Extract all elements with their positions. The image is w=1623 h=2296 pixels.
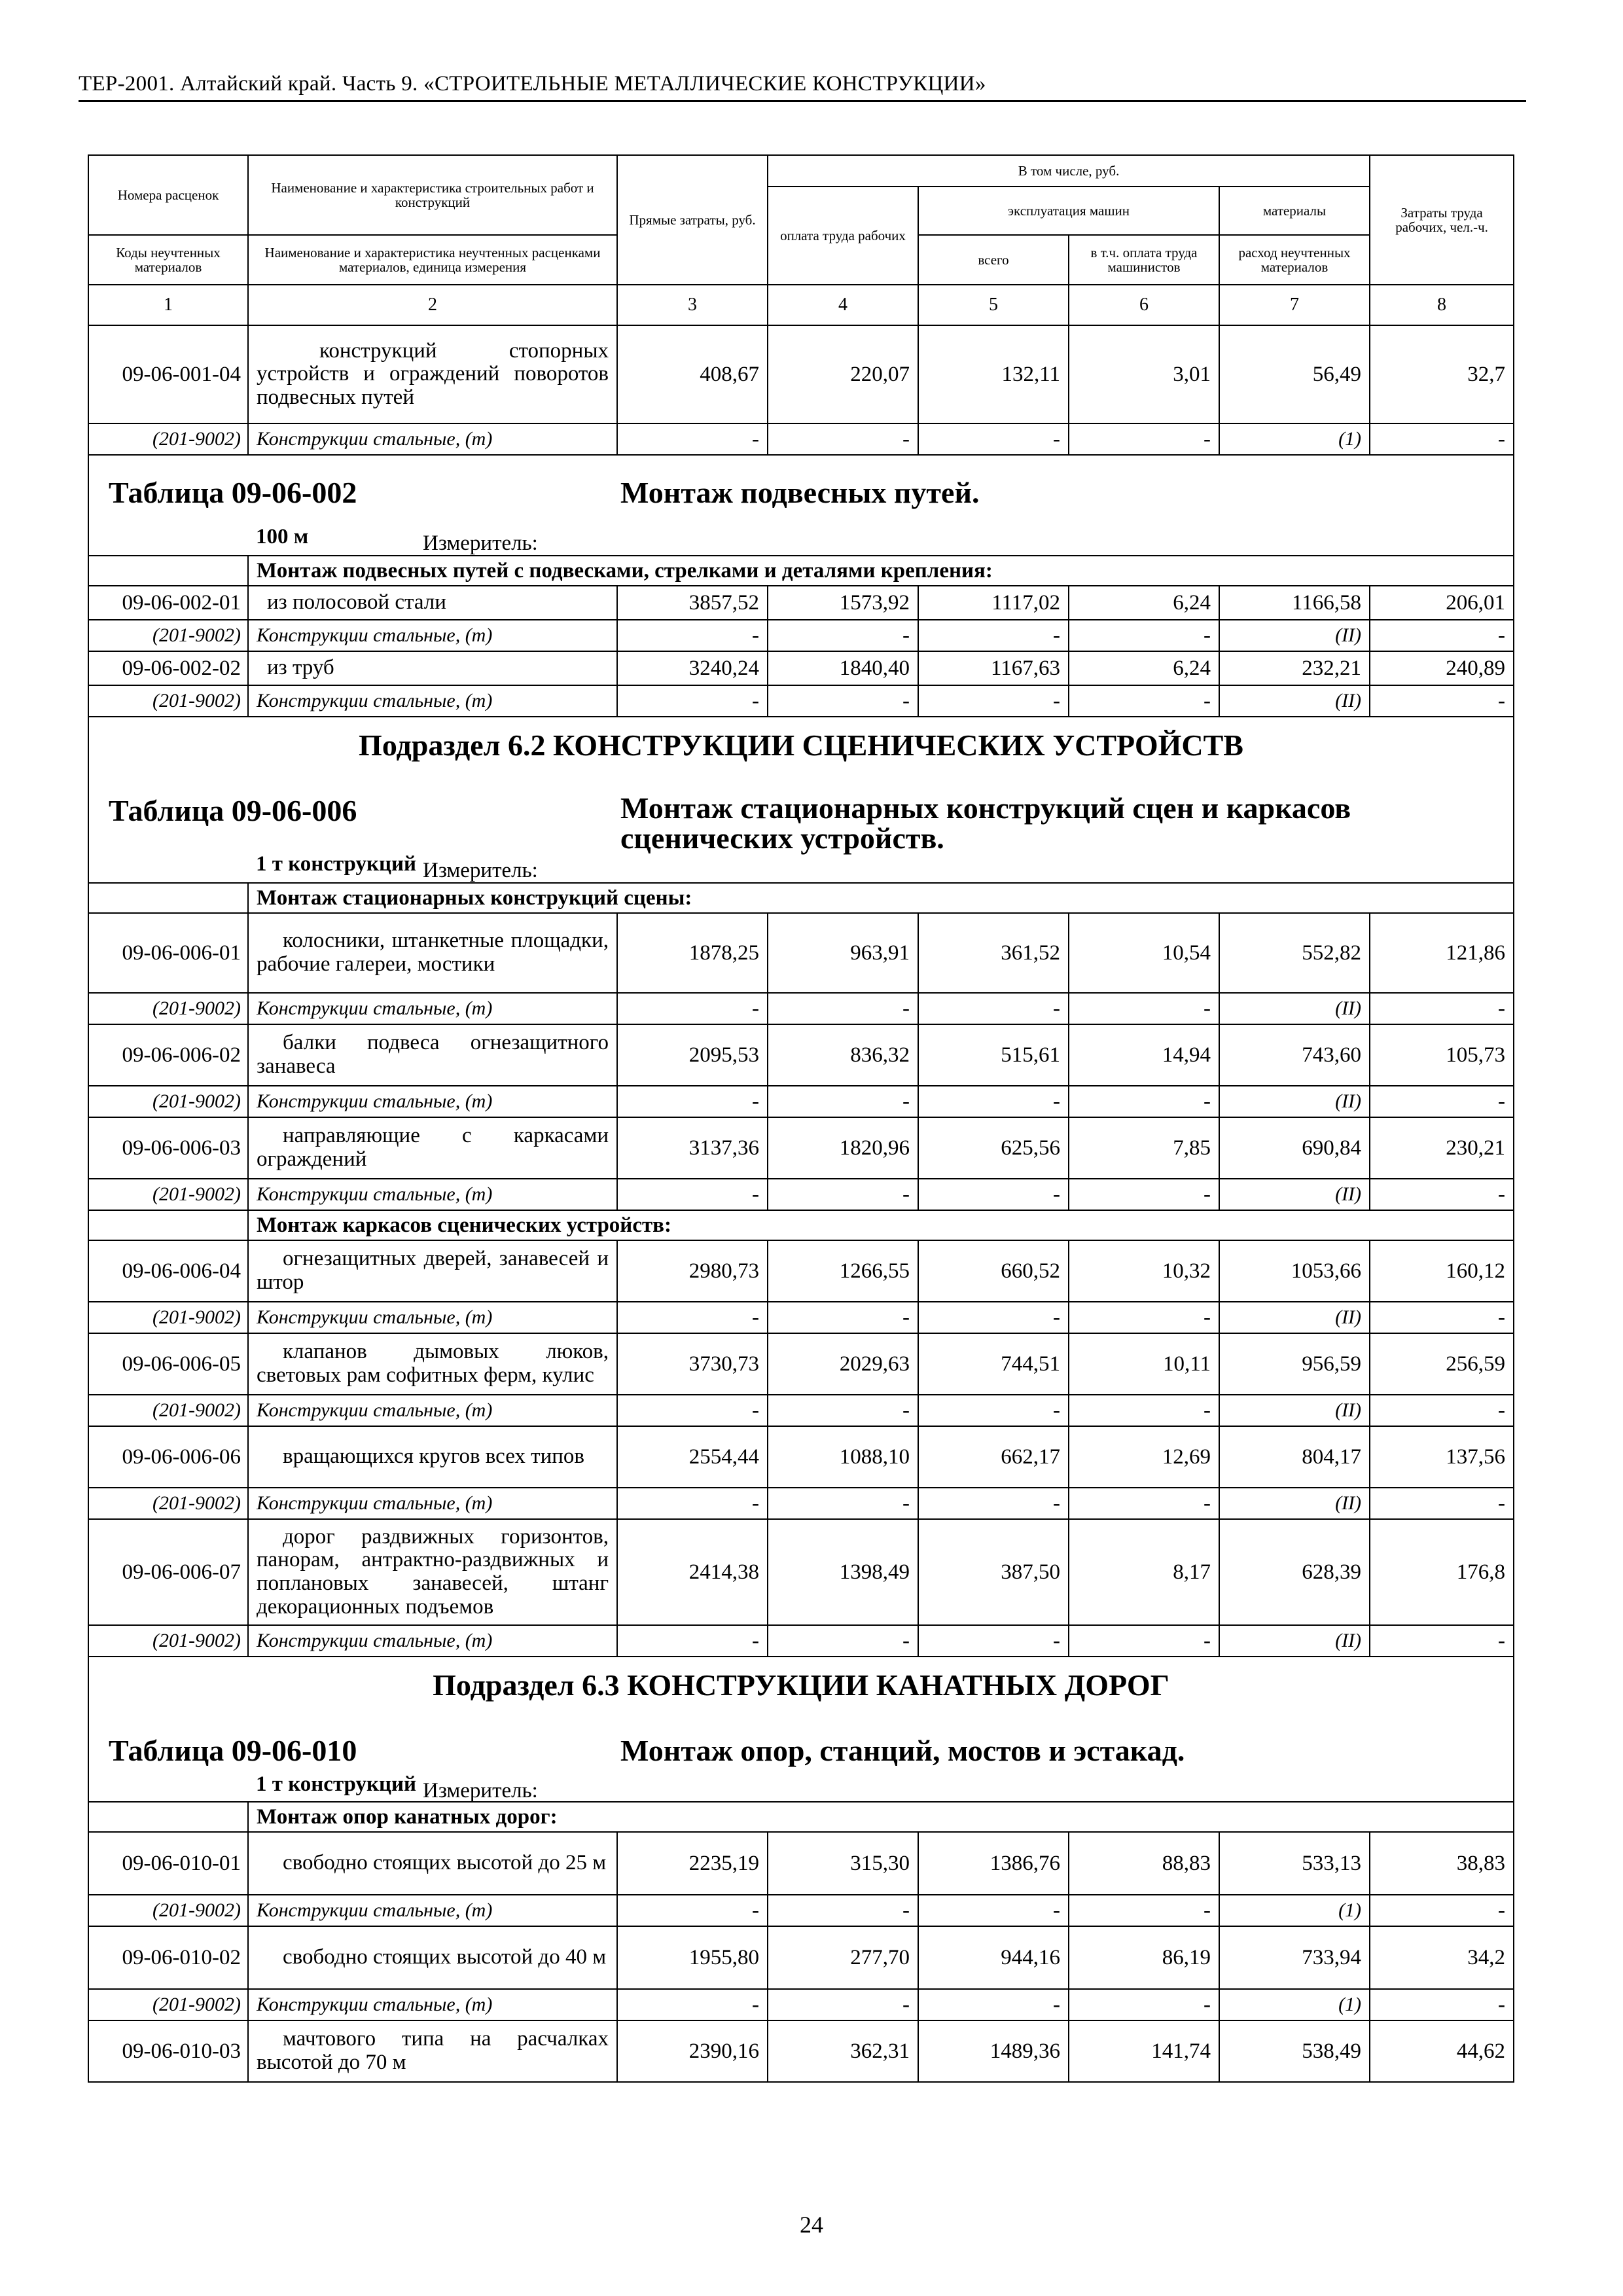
group-heading-row bbox=[88, 1802, 1514, 1832]
rate-code: 09-06-010-03 bbox=[88, 2020, 248, 2082]
labor-hours: - bbox=[1370, 1395, 1514, 1426]
rate-row bbox=[88, 913, 1514, 993]
labor-hours: 105,73 bbox=[1370, 1024, 1514, 1086]
labor-hours: - bbox=[1370, 1302, 1514, 1333]
table-name-line: Монтаж стационарных конструкций сцен и каркасов bbox=[620, 791, 1351, 825]
rate-row bbox=[88, 1240, 1514, 1302]
col-material-name: Наименование и характеристика неучтенных расценками материалов, единица измерения bbox=[248, 235, 617, 285]
labor-hours: 230,21 bbox=[1370, 1117, 1514, 1179]
col-number: 2 bbox=[248, 285, 617, 325]
machines-total: 625,56 bbox=[918, 1117, 1069, 1179]
rate-description: направляющие с каркасами ограждений bbox=[248, 1117, 617, 1179]
machines-total: - bbox=[918, 1302, 1069, 1333]
group-heading-row bbox=[88, 883, 1514, 913]
material-name: Конструкции стальные, (т) bbox=[248, 1989, 617, 2020]
rate-code: 09-06-001-04 bbox=[88, 325, 248, 423]
rate-code: 09-06-010-02 bbox=[88, 1926, 248, 1989]
machinist-pay: - bbox=[1069, 1179, 1219, 1210]
materials: 628,39 bbox=[1219, 1519, 1370, 1625]
table-name: Монтаж опор, станций, мостов и эстакад. bbox=[620, 1734, 1185, 1767]
material-row bbox=[88, 1395, 1514, 1426]
labor-hours: - bbox=[1370, 423, 1514, 455]
page-header: ТЕР-2001. Алтайский край. Часть 9. «СТРОИТЕЛЬНЫЕ МЕТАЛЛИЧЕСКИЕ КОНСТРУКЦИИ» bbox=[79, 72, 1526, 102]
rate-row bbox=[88, 1832, 1514, 1895]
labor-hours: 206,01 bbox=[1370, 586, 1514, 620]
material-quantity: (II) bbox=[1219, 1395, 1370, 1426]
machines-total: 132,11 bbox=[918, 325, 1069, 423]
labor-pay: - bbox=[768, 1086, 918, 1117]
table-title bbox=[89, 456, 1513, 518]
table-meter bbox=[89, 846, 1513, 882]
meter-value: 100 м bbox=[256, 525, 309, 548]
table-name: Монтаж подвесных путей. bbox=[620, 476, 980, 509]
machines-total: 1386,76 bbox=[918, 1832, 1069, 1895]
material-name: Конструкции стальные, (т) bbox=[248, 1302, 617, 1333]
labor-pay: - bbox=[768, 1179, 918, 1210]
meter-value: 1 т конструкций bbox=[256, 1772, 417, 1796]
material-code: (201-9002) bbox=[88, 1989, 248, 2020]
materials: 743,60 bbox=[1219, 1024, 1370, 1086]
col-incl-machinist-pay: в т.ч. оплата труда машинистов bbox=[1069, 235, 1219, 285]
group-heading: Монтаж опор канатных дорог: bbox=[248, 1802, 1514, 1832]
material-quantity: (II) bbox=[1219, 993, 1370, 1024]
machinist-pay: 86,19 bbox=[1069, 1926, 1219, 1989]
labor-pay: - bbox=[768, 993, 918, 1024]
material-code: (201-9002) bbox=[88, 423, 248, 455]
labor-pay: 2029,63 bbox=[768, 1333, 918, 1395]
labor-hours: - bbox=[1370, 620, 1514, 651]
direct-costs: 1955,80 bbox=[617, 1926, 768, 1989]
material-name: Конструкции стальные, (т) bbox=[248, 1895, 617, 1926]
table-name-line: сценических устройств. bbox=[620, 821, 944, 855]
material-row bbox=[88, 993, 1514, 1024]
labor-pay: - bbox=[768, 620, 918, 651]
material-row bbox=[88, 685, 1514, 717]
material-code: (201-9002) bbox=[88, 620, 248, 651]
machines-total: - bbox=[918, 1625, 1069, 1657]
machines-total: - bbox=[918, 993, 1069, 1024]
table-name bbox=[620, 793, 1351, 853]
materials: 690,84 bbox=[1219, 1117, 1370, 1179]
machines-total: 1167,63 bbox=[918, 651, 1069, 685]
labor-pay: 963,91 bbox=[768, 913, 918, 993]
machines-total: 662,17 bbox=[918, 1426, 1069, 1488]
machinist-pay: 7,85 bbox=[1069, 1117, 1219, 1179]
labor-pay: 362,31 bbox=[768, 2020, 918, 2082]
material-quantity: (II) bbox=[1219, 620, 1370, 651]
machinist-pay: 14,94 bbox=[1069, 1024, 1219, 1086]
machinist-pay: - bbox=[1069, 1395, 1219, 1426]
labor-pay: - bbox=[768, 423, 918, 455]
labor-hours: - bbox=[1370, 685, 1514, 717]
material-quantity: (1) bbox=[1219, 423, 1370, 455]
material-row bbox=[88, 620, 1514, 651]
direct-costs: - bbox=[617, 1395, 768, 1426]
rate-code: 09-06-006-01 bbox=[88, 913, 248, 993]
material-quantity: (1) bbox=[1219, 1989, 1370, 2020]
machinist-pay: 3,01 bbox=[1069, 325, 1219, 423]
machinist-pay: 6,24 bbox=[1069, 651, 1219, 685]
material-row bbox=[88, 1895, 1514, 1926]
group-heading: Монтаж каркасов сценических устройств: bbox=[248, 1210, 1514, 1240]
material-row bbox=[88, 1086, 1514, 1117]
material-name: Конструкции стальные, (т) bbox=[248, 620, 617, 651]
machines-total: - bbox=[918, 423, 1069, 455]
labor-pay: - bbox=[768, 1895, 918, 1926]
machines-total: 515,61 bbox=[918, 1024, 1069, 1086]
rate-description: из труб bbox=[248, 651, 617, 685]
meter-value: 1 т конструкций bbox=[256, 852, 417, 876]
machinist-pay: 88,83 bbox=[1069, 1832, 1219, 1895]
machines-total: - bbox=[918, 620, 1069, 651]
labor-pay: 220,07 bbox=[768, 325, 918, 423]
machines-total: - bbox=[918, 1179, 1069, 1210]
material-row bbox=[88, 423, 1514, 455]
material-row bbox=[88, 1302, 1514, 1333]
direct-costs: - bbox=[617, 685, 768, 717]
rate-description: вращающихся кругов всех типов bbox=[248, 1426, 617, 1488]
group-heading: Монтаж стационарных конструкций сцены: bbox=[248, 883, 1514, 913]
materials: 733,94 bbox=[1219, 1926, 1370, 1989]
col-material-codes: Коды неучтенных материалов bbox=[88, 235, 248, 285]
labor-hours: - bbox=[1370, 1179, 1514, 1210]
labor-pay: 1088,10 bbox=[768, 1426, 918, 1488]
rate-code: 09-06-010-01 bbox=[88, 1832, 248, 1895]
rate-description: клапанов дымовых люков, световых рам софитных ферм, кулис bbox=[248, 1333, 617, 1395]
machinist-pay: 10,32 bbox=[1069, 1240, 1219, 1302]
labor-pay: 1840,40 bbox=[768, 651, 918, 685]
column-numbers-row bbox=[88, 285, 1514, 325]
direct-costs: 2390,16 bbox=[617, 2020, 768, 2082]
material-name: Конструкции стальные, (т) bbox=[248, 685, 617, 717]
machines-total: 1117,02 bbox=[918, 586, 1069, 620]
material-name: Конструкции стальные, (т) bbox=[248, 423, 617, 455]
rate-code: 09-06-006-07 bbox=[88, 1519, 248, 1625]
col-number: 6 bbox=[1069, 285, 1219, 325]
material-code: (201-9002) bbox=[88, 1179, 248, 1210]
rate-row bbox=[88, 651, 1514, 685]
direct-costs: 3137,36 bbox=[617, 1117, 768, 1179]
table-meter bbox=[89, 1770, 1513, 1801]
machines-total: - bbox=[918, 685, 1069, 717]
direct-costs: 2235,19 bbox=[617, 1832, 768, 1895]
materials: 533,13 bbox=[1219, 1832, 1370, 1895]
rate-row bbox=[88, 586, 1514, 620]
direct-costs: 2414,38 bbox=[617, 1519, 768, 1625]
machinist-pay: - bbox=[1069, 423, 1219, 455]
meter-label: Измеритель: bbox=[423, 531, 538, 555]
direct-costs: 2095,53 bbox=[617, 1024, 768, 1086]
col-total: всего bbox=[918, 235, 1069, 285]
col-number: 3 bbox=[617, 285, 768, 325]
table-meter bbox=[89, 518, 1513, 555]
machinist-pay: - bbox=[1069, 685, 1219, 717]
direct-costs: - bbox=[617, 1625, 768, 1657]
labor-pay: 1266,55 bbox=[768, 1240, 918, 1302]
col-number: 4 bbox=[768, 285, 918, 325]
machines-total: 944,16 bbox=[918, 1926, 1069, 1989]
material-code: (201-9002) bbox=[88, 1302, 248, 1333]
rate-description: из полосовой стали bbox=[248, 586, 617, 620]
rate-code: 09-06-006-06 bbox=[88, 1426, 248, 1488]
table-title bbox=[89, 1713, 1513, 1770]
labor-hours: 44,62 bbox=[1370, 2020, 1514, 2082]
rate-code: 09-06-002-02 bbox=[88, 651, 248, 685]
meter-label: Измеритель: bbox=[423, 1779, 538, 1803]
material-code: (201-9002) bbox=[88, 1395, 248, 1426]
labor-pay: 1820,96 bbox=[768, 1117, 918, 1179]
material-quantity: (II) bbox=[1219, 1179, 1370, 1210]
col-machine-ops: эксплуатация машин bbox=[918, 187, 1219, 235]
machinist-pay: 10,54 bbox=[1069, 913, 1219, 993]
subsection-title: Подраздел 6.3 КОНСТРУКЦИИ КАНАТНЫХ ДОРОГ bbox=[433, 1668, 1169, 1702]
col-materials: материалы bbox=[1219, 187, 1370, 235]
meter-label: Измеритель: bbox=[423, 859, 538, 882]
labor-hours: 137,56 bbox=[1370, 1426, 1514, 1488]
materials: 804,17 bbox=[1219, 1426, 1370, 1488]
material-name: Конструкции стальные, (т) bbox=[248, 1395, 617, 1426]
material-quantity: (II) bbox=[1219, 1488, 1370, 1519]
labor-pay: - bbox=[768, 1989, 918, 2020]
page-number: 24 bbox=[800, 2212, 823, 2238]
labor-pay: - bbox=[768, 1395, 918, 1426]
labor-pay: 1573,92 bbox=[768, 586, 918, 620]
material-quantity: (II) bbox=[1219, 1302, 1370, 1333]
material-row bbox=[88, 1488, 1514, 1519]
col-including: В том числе, руб. bbox=[768, 155, 1370, 187]
rate-code: 09-06-006-04 bbox=[88, 1240, 248, 1302]
material-quantity: (II) bbox=[1219, 1086, 1370, 1117]
rate-row bbox=[88, 1519, 1514, 1625]
col-unaccounted-materials: расход неучтенных материалов bbox=[1219, 235, 1370, 285]
direct-costs: - bbox=[617, 423, 768, 455]
labor-hours: 160,12 bbox=[1370, 1240, 1514, 1302]
rate-code: 09-06-006-05 bbox=[88, 1333, 248, 1395]
material-row bbox=[88, 1179, 1514, 1210]
machinist-pay: - bbox=[1069, 1989, 1219, 2020]
group-heading: Монтаж подвесных путей с подвесками, стрелками и деталями крепления: bbox=[248, 556, 1514, 586]
materials: 956,59 bbox=[1219, 1333, 1370, 1395]
rates-table bbox=[88, 154, 1514, 2083]
material-name: Конструкции стальные, (т) bbox=[248, 1488, 617, 1519]
material-code: (201-9002) bbox=[88, 1625, 248, 1657]
material-quantity: (1) bbox=[1219, 1895, 1370, 1926]
labor-hours: 34,2 bbox=[1370, 1926, 1514, 1989]
labor-pay: 277,70 bbox=[768, 1926, 918, 1989]
material-name: Конструкции стальные, (т) bbox=[248, 993, 617, 1024]
material-row bbox=[88, 1625, 1514, 1657]
labor-hours: 121,86 bbox=[1370, 913, 1514, 993]
labor-hours: 240,89 bbox=[1370, 651, 1514, 685]
col-direct-costs: Прямые затраты, руб. bbox=[617, 155, 768, 285]
section-header-row bbox=[88, 1657, 1514, 1802]
rate-code: 09-06-006-03 bbox=[88, 1117, 248, 1179]
labor-hours: - bbox=[1370, 1989, 1514, 2020]
rate-row bbox=[88, 1926, 1514, 1989]
table-code: Таблица 09-06-010 bbox=[109, 1734, 357, 1767]
table-code: Таблица 09-06-006 bbox=[109, 794, 357, 827]
labor-pay: - bbox=[768, 1488, 918, 1519]
machinist-pay: 141,74 bbox=[1069, 2020, 1219, 2082]
labor-pay: - bbox=[768, 1302, 918, 1333]
col-work-name: Наименование и характеристика строительных работ и конструкций bbox=[248, 155, 617, 235]
materials: 1166,58 bbox=[1219, 586, 1370, 620]
rate-description: свободно стоящих высотой до 40 м bbox=[248, 1926, 617, 1989]
labor-hours: - bbox=[1370, 1625, 1514, 1657]
machinist-pay: 12,69 bbox=[1069, 1426, 1219, 1488]
direct-costs: 1878,25 bbox=[617, 913, 768, 993]
materials: 232,21 bbox=[1219, 651, 1370, 685]
direct-costs: 2980,73 bbox=[617, 1240, 768, 1302]
labor-pay: 836,32 bbox=[768, 1024, 918, 1086]
machinist-pay: 6,24 bbox=[1069, 586, 1219, 620]
group-heading-row bbox=[88, 556, 1514, 586]
machinist-pay: - bbox=[1069, 1625, 1219, 1657]
direct-costs: - bbox=[617, 1302, 768, 1333]
table-header-row bbox=[88, 455, 1514, 556]
material-code: (201-9002) bbox=[88, 1488, 248, 1519]
machines-total: - bbox=[918, 1895, 1069, 1926]
table-code: Таблица 09-06-002 bbox=[109, 476, 357, 509]
machines-total: - bbox=[918, 1395, 1069, 1426]
rate-description: балки подвеса огнезащитного занавеса bbox=[248, 1024, 617, 1086]
machinist-pay: - bbox=[1069, 1895, 1219, 1926]
rate-description: мачтового типа на расчалках высотой до 70 м bbox=[248, 2020, 617, 2082]
direct-costs: - bbox=[617, 1086, 768, 1117]
direct-costs: - bbox=[617, 620, 768, 651]
machines-total: 744,51 bbox=[918, 1333, 1069, 1395]
labor-hours: 256,59 bbox=[1370, 1333, 1514, 1395]
direct-costs: - bbox=[617, 1488, 768, 1519]
material-name: Конструкции стальные, (т) bbox=[248, 1086, 617, 1117]
labor-hours: - bbox=[1370, 1895, 1514, 1926]
rate-row bbox=[88, 1426, 1514, 1488]
direct-costs: 3730,73 bbox=[617, 1333, 768, 1395]
col-number: 5 bbox=[918, 285, 1069, 325]
col-number: 7 bbox=[1219, 285, 1370, 325]
materials: 56,49 bbox=[1219, 325, 1370, 423]
labor-hours: 38,83 bbox=[1370, 1832, 1514, 1895]
col-labor-pay: оплата труда рабочих bbox=[768, 187, 918, 285]
material-row bbox=[88, 1989, 1514, 2020]
rate-description: дорог раздвижных горизонтов, панорам, антрактно-раздвижных и поплановых занавесей, штанг декорационных подъемов bbox=[248, 1519, 617, 1625]
machinist-pay: 8,17 bbox=[1069, 1519, 1219, 1625]
material-code: (201-9002) bbox=[88, 993, 248, 1024]
rate-description: огнезащитных дверей, занавесей и штор bbox=[248, 1240, 617, 1302]
labor-hours: - bbox=[1370, 993, 1514, 1024]
rate-description: свободно стоящих высотой до 25 м bbox=[248, 1832, 617, 1895]
machinist-pay: - bbox=[1069, 993, 1219, 1024]
subsection-title: Подраздел 6.2 КОНСТРУКЦИИ СЦЕНИЧЕСКИХ УСТРОЙСТВ bbox=[359, 728, 1243, 762]
labor-pay: - bbox=[768, 685, 918, 717]
materials: 1053,66 bbox=[1219, 1240, 1370, 1302]
labor-pay: 315,30 bbox=[768, 1832, 918, 1895]
labor-hours: 176,8 bbox=[1370, 1519, 1514, 1625]
materials: 552,82 bbox=[1219, 913, 1370, 993]
rate-code: 09-06-002-01 bbox=[88, 586, 248, 620]
machinist-pay: - bbox=[1069, 1302, 1219, 1333]
direct-costs: - bbox=[617, 1989, 768, 2020]
direct-costs: - bbox=[617, 1179, 768, 1210]
direct-costs: 3857,52 bbox=[617, 586, 768, 620]
rate-row bbox=[88, 1333, 1514, 1395]
group-heading-row bbox=[88, 1210, 1514, 1240]
material-name: Конструкции стальные, (т) bbox=[248, 1625, 617, 1657]
material-quantity: (II) bbox=[1219, 1625, 1370, 1657]
machines-total: - bbox=[918, 1488, 1069, 1519]
direct-costs: 3240,24 bbox=[617, 651, 768, 685]
rate-code: 09-06-006-02 bbox=[88, 1024, 248, 1086]
material-code: (201-9002) bbox=[88, 685, 248, 717]
direct-costs: 2554,44 bbox=[617, 1426, 768, 1488]
material-code: (201-9002) bbox=[88, 1086, 248, 1117]
rate-row bbox=[88, 1117, 1514, 1179]
col-number: 8 bbox=[1370, 285, 1514, 325]
col-rate-numbers: Номера расценок bbox=[88, 155, 248, 235]
rate-description: конструкций стопорных устройств и ограждений поворотов подвесных путей bbox=[248, 325, 617, 423]
machines-total: - bbox=[918, 1086, 1069, 1117]
section-header-row bbox=[88, 717, 1514, 883]
material-name: Конструкции стальные, (т) bbox=[248, 1179, 617, 1210]
rate-description: колосники, штанкетные площадки, рабочие галереи, мостики bbox=[248, 913, 617, 993]
labor-pay: 1398,49 bbox=[768, 1519, 918, 1625]
material-quantity: (II) bbox=[1219, 685, 1370, 717]
rate-row bbox=[88, 2020, 1514, 2082]
machinist-pay: - bbox=[1069, 1086, 1219, 1117]
machinist-pay: 10,11 bbox=[1069, 1333, 1219, 1395]
machinist-pay: - bbox=[1069, 1488, 1219, 1519]
labor-hours: - bbox=[1370, 1488, 1514, 1519]
table-title bbox=[89, 774, 1513, 855]
labor-hours: 32,7 bbox=[1370, 325, 1514, 423]
materials: 538,49 bbox=[1219, 2020, 1370, 2082]
col-labor-costs: Затраты труда рабочих, чел.-ч. bbox=[1370, 155, 1514, 285]
machines-total: 660,52 bbox=[918, 1240, 1069, 1302]
labor-hours: - bbox=[1370, 1086, 1514, 1117]
machines-total: 387,50 bbox=[918, 1519, 1069, 1625]
rate-row bbox=[88, 325, 1514, 423]
machines-total: - bbox=[918, 1989, 1069, 2020]
direct-costs: - bbox=[617, 993, 768, 1024]
rate-row bbox=[88, 1024, 1514, 1086]
labor-pay: - bbox=[768, 1625, 918, 1657]
direct-costs: 408,67 bbox=[617, 325, 768, 423]
machines-total: 361,52 bbox=[918, 913, 1069, 993]
material-code: (201-9002) bbox=[88, 1895, 248, 1926]
col-number: 1 bbox=[88, 285, 248, 325]
machinist-pay: - bbox=[1069, 620, 1219, 651]
machines-total: 1489,36 bbox=[918, 2020, 1069, 2082]
direct-costs: - bbox=[617, 1895, 768, 1926]
